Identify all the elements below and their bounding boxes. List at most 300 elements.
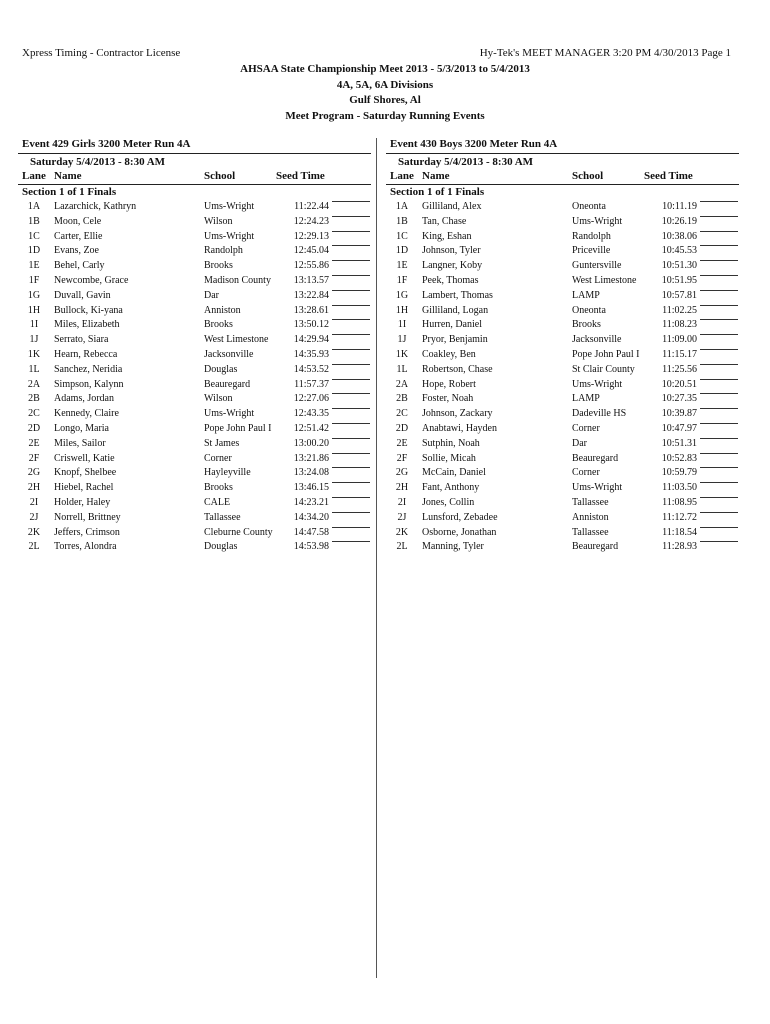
athlete-name-cell: Coakley, Ben bbox=[422, 348, 476, 360]
software-timestamp: Hy-Tek's MEET MANAGER 3:20 PM 4/30/2013 Page 1 bbox=[479, 47, 731, 59]
result-blank-line bbox=[332, 466, 370, 468]
lane-cell: 1H bbox=[395, 304, 409, 316]
lane-cell: 1D bbox=[27, 245, 41, 257]
result-blank-line bbox=[700, 200, 738, 202]
column-divider bbox=[376, 138, 377, 978]
seed-time-cell: 10:26.19 bbox=[661, 215, 697, 227]
seed-time-cell: 10:51.30 bbox=[661, 260, 697, 272]
school-cell: Brooks bbox=[204, 260, 233, 272]
entry-list bbox=[18, 200, 371, 555]
athlete-name-cell: Norrell, Brittney bbox=[54, 511, 121, 523]
lane-cell: 1H bbox=[27, 304, 41, 316]
lane-cell: 1B bbox=[28, 215, 40, 227]
name-header: Name bbox=[422, 170, 450, 182]
lane-cell: 2J bbox=[29, 511, 39, 523]
entry-row bbox=[18, 304, 371, 319]
result-blank-line bbox=[700, 215, 738, 217]
school-cell: Ums-Wright bbox=[572, 378, 623, 390]
entry-row bbox=[18, 318, 371, 333]
entry-row bbox=[386, 481, 739, 496]
lane-cell: 2A bbox=[27, 378, 41, 390]
school-cell: Hayleyville bbox=[204, 467, 251, 479]
result-blank-line bbox=[332, 496, 370, 498]
lane-cell: 1J bbox=[29, 334, 39, 346]
lane-cell: 2C bbox=[28, 408, 40, 420]
section-label: Section 1 of 1 Finals bbox=[22, 186, 117, 198]
athlete-name-cell: Anabtawi, Hayden bbox=[422, 422, 497, 434]
event-column-boys bbox=[386, 138, 739, 555]
seed-time-cell: 10:38.06 bbox=[661, 230, 697, 242]
lane-header: Lane bbox=[22, 170, 46, 182]
athlete-name-cell: Foster, Noah bbox=[422, 393, 474, 405]
event-rule bbox=[386, 153, 739, 154]
seed-time-cell: 14:53.98 bbox=[293, 541, 329, 553]
athlete-name-cell: Gilliland, Alex bbox=[422, 201, 482, 212]
seed-time-cell: 13:28.61 bbox=[293, 304, 329, 316]
seed-time-cell: 10:39.87 bbox=[661, 408, 697, 420]
result-blank-line bbox=[700, 333, 738, 335]
entry-row bbox=[18, 333, 371, 348]
entry-row bbox=[18, 437, 371, 452]
seed-time-cell: 12:27.06 bbox=[293, 393, 329, 405]
athlete-name-cell: Jones, Collin bbox=[422, 496, 475, 508]
entry-row bbox=[18, 407, 371, 422]
entry-row bbox=[386, 333, 739, 348]
entry-row bbox=[386, 378, 739, 393]
lane-cell: 2J bbox=[397, 511, 407, 523]
entry-row bbox=[18, 348, 371, 363]
athlete-name-cell: Hiebel, Rachel bbox=[54, 482, 114, 494]
entry-row bbox=[18, 363, 371, 378]
seed-time-cell: 10:45.53 bbox=[661, 245, 697, 257]
lane-cell: 2L bbox=[28, 541, 40, 553]
school-cell: Douglas bbox=[204, 541, 238, 553]
entry-row bbox=[18, 230, 371, 245]
school-cell: Tallassee bbox=[572, 526, 609, 538]
entry-row bbox=[386, 274, 739, 289]
athlete-name-cell: Hurren, Daniel bbox=[422, 319, 482, 331]
seed-time-cell: 12:51.42 bbox=[293, 422, 329, 434]
lane-cell: 1E bbox=[396, 260, 408, 272]
school-header: School bbox=[572, 170, 604, 182]
result-blank-line bbox=[332, 422, 370, 424]
school-cell: Brooks bbox=[204, 482, 233, 494]
school-cell: Ums-Wright bbox=[204, 230, 255, 242]
school-cell: Tallassee bbox=[204, 511, 241, 523]
result-blank-line bbox=[332, 304, 370, 306]
athlete-name-cell: Holder, Haley bbox=[54, 496, 111, 508]
entry-row bbox=[386, 348, 739, 363]
lane-cell: 1I bbox=[29, 319, 39, 331]
result-blank-line bbox=[332, 392, 370, 394]
school-cell: Brooks bbox=[572, 319, 601, 331]
school-cell: Anniston bbox=[204, 304, 241, 316]
seed-time-cell: 13:50.12 bbox=[293, 319, 329, 331]
seed-time-cell: 10:51.95 bbox=[661, 274, 697, 286]
section-label: Section 1 of 1 Finals bbox=[390, 186, 485, 198]
lane-cell: 1C bbox=[28, 230, 40, 242]
result-blank-line bbox=[700, 378, 738, 380]
lane-cell: 2I bbox=[397, 496, 407, 508]
seed-time-cell: 10:57.81 bbox=[661, 289, 697, 301]
seed-time-cell: 11:08.95 bbox=[662, 496, 697, 508]
result-blank-line bbox=[332, 244, 370, 246]
seed-time-cell: 12:43.35 bbox=[293, 408, 329, 420]
school-header: School bbox=[204, 170, 236, 182]
athlete-name-cell: Tan, Chase bbox=[422, 215, 467, 227]
result-blank-line bbox=[332, 230, 370, 232]
result-blank-line bbox=[332, 333, 370, 335]
athlete-name-cell: Criswell, Katie bbox=[54, 452, 115, 464]
lane-cell: 1G bbox=[395, 289, 409, 301]
event-rule bbox=[18, 153, 371, 154]
seed-time-cell: 11:02.25 bbox=[662, 304, 697, 316]
lane-cell: 1A bbox=[27, 201, 41, 212]
lane-cell: 1K bbox=[395, 348, 409, 360]
lane-cell: 2D bbox=[27, 422, 41, 434]
lane-cell: 2E bbox=[28, 437, 40, 449]
entry-row bbox=[18, 378, 371, 393]
seed-time-cell: 14:47.58 bbox=[293, 526, 329, 538]
lane-cell: 2G bbox=[27, 467, 41, 479]
school-cell: Dadeville HS bbox=[572, 408, 627, 420]
athlete-name-cell: Johnson, Tyler bbox=[422, 245, 481, 257]
lane-cell: 1L bbox=[28, 363, 40, 375]
entry-row bbox=[18, 452, 371, 467]
athlete-name-cell: Duvall, Gavin bbox=[54, 289, 111, 301]
athlete-name-cell: Peek, Thomas bbox=[422, 274, 479, 286]
lane-cell: 1I bbox=[397, 319, 407, 331]
seed-time-cell: 10:52.83 bbox=[661, 452, 697, 464]
athlete-name-cell: McCain, Daniel bbox=[422, 467, 486, 479]
seed-time-cell: 13:24.08 bbox=[293, 467, 329, 479]
school-cell: LAMP bbox=[572, 289, 600, 301]
school-cell: Cleburne County bbox=[204, 526, 273, 538]
seed-time-cell: 12:45.04 bbox=[293, 245, 329, 257]
license-text: Xpress Timing - Contractor License bbox=[22, 47, 181, 59]
event-title: Event 429 Girls 3200 Meter Run 4A bbox=[22, 138, 191, 150]
school-cell: Ums-Wright bbox=[204, 408, 255, 420]
athlete-name-cell: Carter, Ellie bbox=[54, 230, 103, 242]
lane-cell: 1K bbox=[27, 348, 41, 360]
entry-row bbox=[386, 496, 739, 511]
lane-cell: 2F bbox=[28, 452, 40, 464]
school-cell: Jacksonville bbox=[572, 334, 622, 346]
entry-row bbox=[386, 244, 739, 259]
seed-time-cell: 14:29.94 bbox=[293, 334, 329, 346]
result-blank-line bbox=[332, 215, 370, 217]
lane-cell: 1L bbox=[396, 363, 408, 375]
entry-row bbox=[18, 540, 371, 555]
entry-row bbox=[18, 289, 371, 304]
athlete-name-cell: Lambert, Thomas bbox=[422, 289, 493, 301]
event-column-girls bbox=[18, 138, 371, 555]
athlete-name-cell: Sanchez, Neridia bbox=[54, 363, 123, 375]
school-cell: Ums-Wright bbox=[572, 215, 623, 227]
lane-cell: 2I bbox=[29, 496, 39, 508]
lane-cell: 1J bbox=[397, 334, 407, 346]
result-blank-line bbox=[700, 496, 738, 498]
athlete-name-cell: Bullock, Ki-yana bbox=[54, 304, 123, 316]
athlete-name-cell: Evans, Zoe bbox=[54, 245, 99, 257]
page-header-line bbox=[22, 47, 731, 61]
header-rule bbox=[386, 184, 739, 185]
entry-row bbox=[18, 422, 371, 437]
result-blank-line bbox=[700, 466, 738, 468]
entry-row bbox=[386, 392, 739, 407]
athlete-name-cell: King, Eshan bbox=[422, 230, 472, 242]
entry-row bbox=[386, 437, 739, 452]
result-blank-line bbox=[700, 318, 738, 320]
school-cell: Madison County bbox=[204, 274, 271, 286]
lane-cell: 2G bbox=[395, 467, 409, 479]
school-cell: Corner bbox=[204, 452, 232, 464]
athlete-name-cell: Lazarchick, Kathryn bbox=[54, 201, 137, 212]
result-blank-line bbox=[700, 407, 738, 409]
entry-row bbox=[18, 496, 371, 511]
athlete-name-cell: Fant, Anthony bbox=[422, 482, 480, 494]
seed-time-cell: 13:22.84 bbox=[293, 289, 329, 301]
result-blank-line bbox=[700, 540, 738, 542]
school-cell: Dar bbox=[572, 437, 587, 449]
school-cell: Oneonta bbox=[572, 304, 606, 316]
school-cell: Beauregard bbox=[572, 452, 619, 464]
result-blank-line bbox=[332, 274, 370, 276]
athlete-name-cell: Manning, Tyler bbox=[422, 541, 484, 553]
lane-cell: 2K bbox=[27, 526, 41, 538]
entry-row bbox=[18, 259, 371, 274]
school-cell: West Limestone bbox=[204, 334, 269, 346]
athlete-name-cell: Pryor, Benjamin bbox=[422, 334, 488, 346]
meet-title: AHSAA State Championship Meet 2013 - 5/3/2013 to 5/4/2013 bbox=[240, 63, 530, 75]
entry-row bbox=[18, 215, 371, 230]
lane-cell: 2D bbox=[395, 422, 409, 434]
athlete-name-cell: Miles, Sailor bbox=[54, 437, 106, 449]
athlete-name-cell: Osborne, Jonathan bbox=[422, 526, 497, 538]
athlete-name-cell: Longo, Maria bbox=[54, 422, 109, 434]
school-cell: Wilson bbox=[204, 393, 233, 405]
entry-row bbox=[18, 481, 371, 496]
result-blank-line bbox=[700, 274, 738, 276]
athlete-name-cell: Knopf, Shelbee bbox=[54, 467, 117, 479]
result-blank-line bbox=[700, 289, 738, 291]
result-blank-line bbox=[332, 363, 370, 365]
result-blank-line bbox=[700, 422, 738, 424]
seed-time-cell: 11:03.50 bbox=[662, 482, 697, 494]
seed-time-cell: 11:12.72 bbox=[662, 511, 697, 523]
athlete-name-cell: Johnson, Zackary bbox=[422, 408, 493, 420]
result-blank-line bbox=[332, 540, 370, 542]
result-blank-line bbox=[332, 348, 370, 350]
entry-row bbox=[386, 304, 739, 319]
athlete-name-cell: Newcombe, Grace bbox=[54, 274, 129, 286]
entry-row bbox=[18, 274, 371, 289]
entry-row bbox=[18, 526, 371, 541]
school-cell: CALE bbox=[204, 496, 231, 508]
result-blank-line bbox=[332, 200, 370, 202]
lane-cell: 2B bbox=[28, 393, 40, 405]
event-title: Event 430 Boys 3200 Meter Run 4A bbox=[390, 138, 558, 150]
seed-time-cell: 11:15.17 bbox=[662, 348, 697, 360]
seed-time-cell: 14:53.52 bbox=[293, 363, 329, 375]
athlete-name-cell: Torres, Alondra bbox=[54, 541, 117, 553]
seed-time-cell: 14:35.93 bbox=[293, 348, 329, 360]
header-rule bbox=[18, 184, 371, 185]
result-blank-line bbox=[332, 378, 370, 380]
entry-row bbox=[386, 363, 739, 378]
school-cell: Guntersville bbox=[572, 260, 622, 272]
seed-time-cell: 12:24.23 bbox=[293, 215, 329, 227]
result-blank-line bbox=[332, 511, 370, 513]
meet-location: Gulf Shores, Al bbox=[349, 94, 421, 106]
entry-row bbox=[386, 466, 739, 481]
result-blank-line bbox=[700, 511, 738, 513]
school-cell: St James bbox=[204, 437, 240, 449]
entry-row bbox=[18, 466, 371, 481]
result-blank-line bbox=[332, 526, 370, 528]
seed-time-cell: 13:21.86 bbox=[293, 452, 329, 464]
school-cell: Beauregard bbox=[572, 541, 619, 553]
seed-time-cell: 10:11.19 bbox=[662, 201, 697, 212]
athlete-name-cell: Hope, Robert bbox=[422, 378, 476, 390]
seed-time-cell: 13:13.57 bbox=[293, 274, 329, 286]
entry-row bbox=[386, 526, 739, 541]
athlete-name-cell: Serrato, Siara bbox=[54, 334, 109, 346]
athlete-name-cell: Lunsford, Zebadee bbox=[422, 511, 498, 523]
meet-divisions: 4A, 5A, 6A Divisions bbox=[336, 78, 434, 91]
meet-titles bbox=[0, 62, 770, 124]
lane-header: Lane bbox=[390, 170, 414, 182]
column-headers bbox=[386, 170, 739, 184]
seed-time-cell: 10:27.35 bbox=[661, 393, 697, 405]
entry-row bbox=[386, 511, 739, 526]
lane-cell: 1E bbox=[28, 260, 40, 272]
seed-time-cell: 14:34.20 bbox=[293, 511, 329, 523]
athlete-name-cell: Langner, Koby bbox=[422, 260, 483, 272]
school-cell: Anniston bbox=[572, 511, 609, 523]
name-header: Name bbox=[54, 170, 82, 182]
result-blank-line bbox=[332, 452, 370, 454]
lane-cell: 2E bbox=[396, 437, 408, 449]
result-blank-line bbox=[700, 304, 738, 306]
seed-time-cell: 10:47.97 bbox=[661, 422, 697, 434]
school-cell: Ums-Wright bbox=[572, 482, 623, 494]
athlete-name-cell: Gilliland, Logan bbox=[422, 304, 489, 316]
entry-row bbox=[386, 200, 739, 215]
result-blank-line bbox=[332, 289, 370, 291]
school-cell: LAMP bbox=[572, 393, 600, 405]
event-date: Saturday 5/4/2013 - 8:30 AM bbox=[30, 156, 166, 168]
school-cell: West Limestone bbox=[572, 274, 637, 286]
lane-cell: 2L bbox=[396, 541, 408, 553]
school-cell: Brooks bbox=[204, 319, 233, 331]
lane-cell: 1C bbox=[396, 230, 408, 242]
lane-cell: 1G bbox=[27, 289, 41, 301]
seed-header: Seed Time bbox=[644, 170, 693, 182]
seed-time-cell: 10:20.51 bbox=[661, 378, 697, 390]
athlete-name-cell: Sutphin, Noah bbox=[422, 437, 480, 449]
school-cell: Wilson bbox=[204, 215, 233, 227]
seed-time-cell: 11:18.54 bbox=[662, 526, 697, 538]
school-cell: Pope John Paul I bbox=[572, 348, 640, 360]
result-blank-line bbox=[700, 363, 738, 365]
result-blank-line bbox=[700, 348, 738, 350]
school-cell: Randolph bbox=[572, 230, 611, 242]
entry-row bbox=[386, 452, 739, 467]
lane-cell: 2C bbox=[396, 408, 408, 420]
seed-time-cell: 10:59.79 bbox=[661, 467, 697, 479]
athlete-name-cell: Behel, Carly bbox=[54, 260, 105, 272]
result-blank-line bbox=[332, 318, 370, 320]
seed-time-cell: 13:46.15 bbox=[293, 482, 329, 494]
athlete-name-cell: Robertson, Chase bbox=[422, 363, 493, 375]
school-cell: Beauregard bbox=[204, 378, 251, 390]
school-cell: Ums-Wright bbox=[204, 201, 255, 212]
lane-cell: 2H bbox=[27, 482, 41, 494]
athlete-name-cell: Adams, Jordan bbox=[54, 393, 114, 405]
seed-time-cell: 11:08.23 bbox=[662, 319, 697, 331]
athlete-name-cell: Miles, Elizabeth bbox=[54, 319, 120, 331]
seed-time-cell: 14:23.21 bbox=[293, 496, 329, 508]
athlete-name-cell: Kennedy, Claire bbox=[54, 408, 119, 420]
entry-row bbox=[386, 540, 739, 555]
result-blank-line bbox=[700, 259, 738, 261]
seed-time-cell: 12:29.13 bbox=[293, 230, 329, 242]
result-blank-line bbox=[700, 437, 738, 439]
school-cell: Corner bbox=[572, 422, 600, 434]
entry-row bbox=[18, 511, 371, 526]
seed-time-cell: 11:22.44 bbox=[294, 201, 329, 212]
result-blank-line bbox=[332, 407, 370, 409]
athlete-name-cell: Jeffers, Crimson bbox=[54, 526, 120, 538]
entry-row bbox=[386, 289, 739, 304]
result-blank-line bbox=[700, 452, 738, 454]
lane-cell: 1F bbox=[28, 274, 40, 286]
result-blank-line bbox=[332, 437, 370, 439]
school-cell: Pope John Paul I bbox=[204, 422, 272, 434]
seed-time-cell: 10:51.31 bbox=[661, 437, 697, 449]
event-date: Saturday 5/4/2013 - 8:30 AM bbox=[398, 156, 534, 168]
lane-cell: 1F bbox=[396, 274, 408, 286]
school-cell: St Clair County bbox=[572, 363, 635, 375]
athlete-name-cell: Moon, Cele bbox=[54, 215, 102, 227]
seed-time-cell: 11:09.00 bbox=[662, 334, 697, 346]
seed-time-cell: 11:57.37 bbox=[294, 378, 329, 390]
entry-row bbox=[386, 215, 739, 230]
meet-program-title: Meet Program - Saturday Running Events bbox=[285, 109, 485, 122]
result-blank-line bbox=[700, 244, 738, 246]
athlete-name-cell: Simpson, Kalynn bbox=[54, 378, 124, 390]
result-blank-line bbox=[700, 526, 738, 528]
seed-time-cell: 12:55.86 bbox=[293, 260, 329, 272]
lane-cell: 2K bbox=[395, 526, 409, 538]
entry-row bbox=[386, 407, 739, 422]
column-headers bbox=[18, 170, 371, 184]
result-blank-line bbox=[332, 481, 370, 483]
school-cell: Priceville bbox=[572, 245, 611, 257]
entry-row bbox=[386, 230, 739, 245]
athlete-name-cell: Hearn, Rebecca bbox=[54, 348, 118, 360]
entry-row bbox=[18, 200, 371, 215]
entry-list bbox=[386, 200, 739, 555]
entry-row bbox=[386, 259, 739, 274]
lane-cell: 2H bbox=[395, 482, 409, 494]
athlete-name-cell: Sollie, Micah bbox=[422, 452, 476, 464]
result-blank-line bbox=[700, 392, 738, 394]
seed-time-cell: 11:25.56 bbox=[662, 363, 697, 375]
entry-row bbox=[18, 392, 371, 407]
school-cell: Dar bbox=[204, 289, 219, 301]
